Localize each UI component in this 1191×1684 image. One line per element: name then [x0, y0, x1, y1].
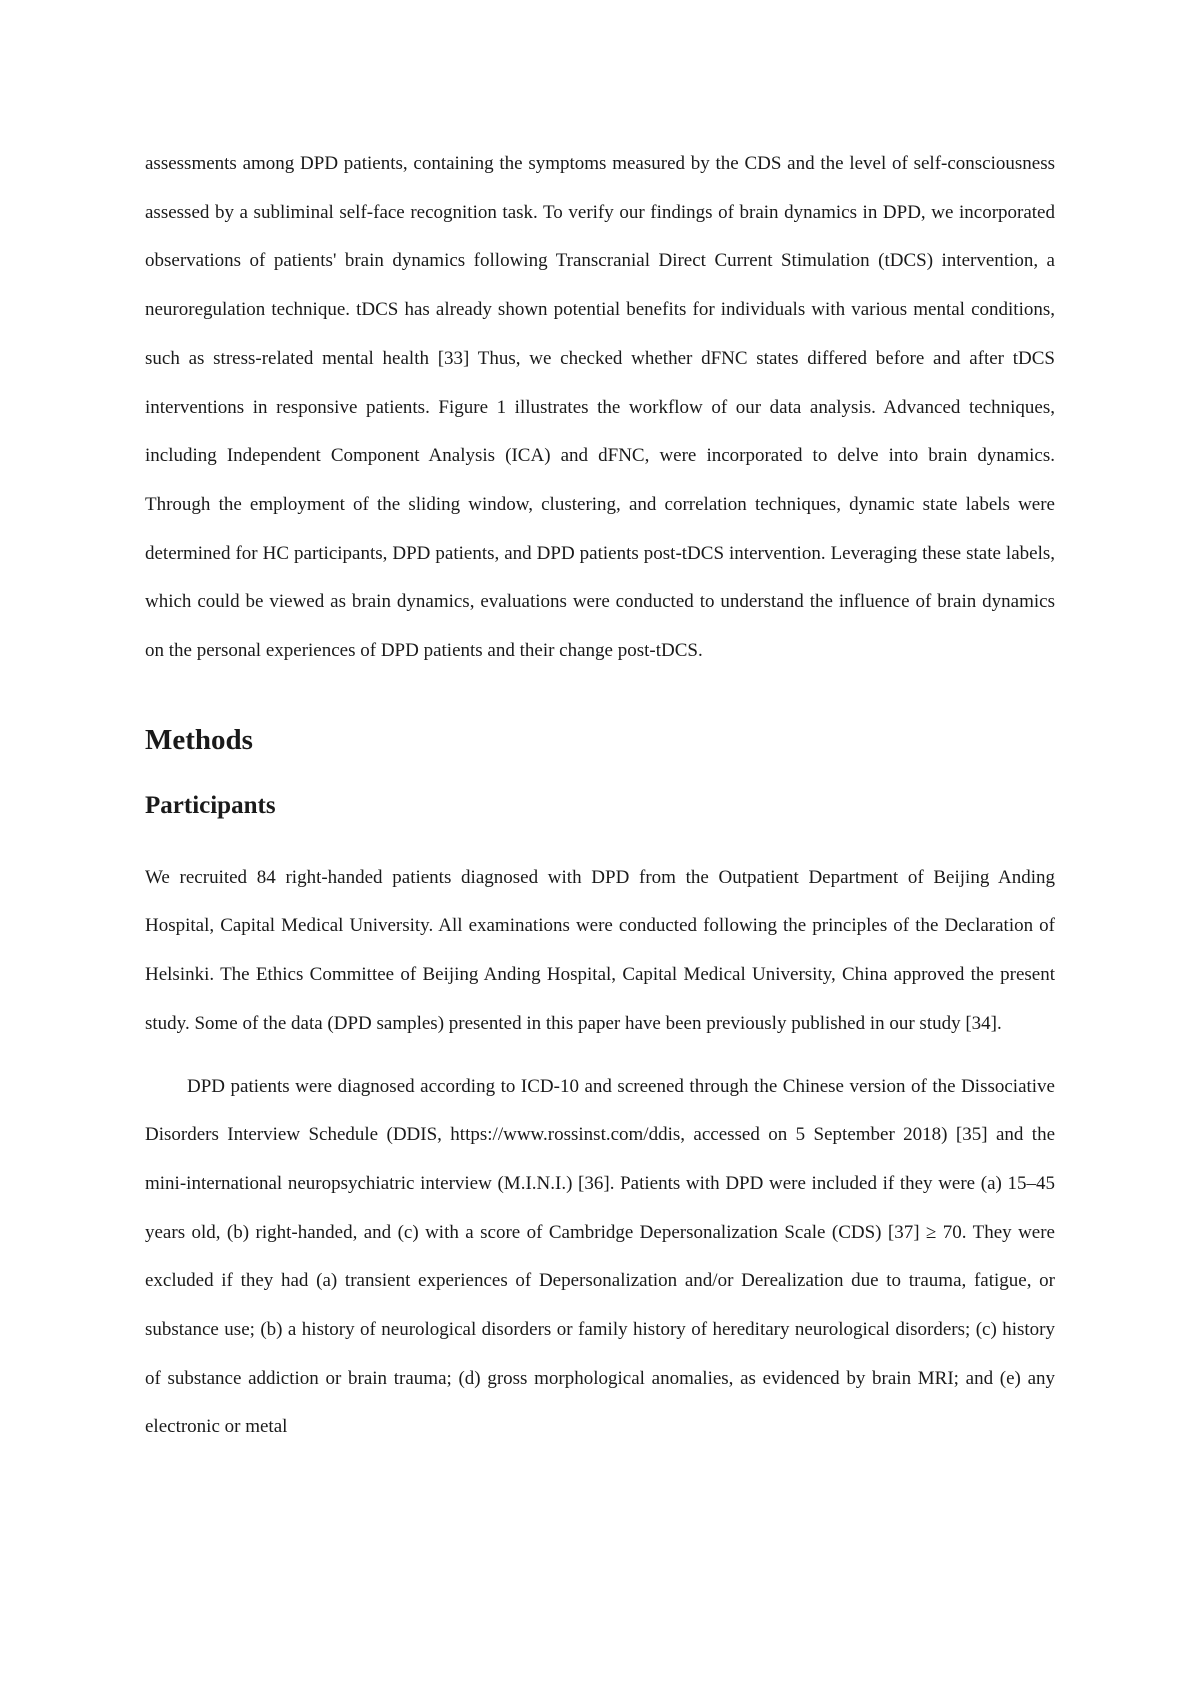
- intro-paragraph: assessments among DPD patients, containing the symptoms measured by the CDS and the level of self-consciousness assessed by a subliminal self-face recognition task. To verify our findings of brain dynamics in DPD, we incorporated observations of patients' brain dynamics following Transcranial Direct Current Stimulation (tDCS) intervention, a neuroregulation technique. tDCS has already shown potential benefits for individuals with various mental conditions, such as stress-related mental health [33] Thus, we checked whether dFNC states differed before and after tDCS interventions in responsive patients. Figure 1 illustrates the workflow of our data analysis. Advanced techniques, including Independent Component Analysis (ICA) and dFNC, were incorporated to delve into brain dynamics. Through the employment of the sliding window, clustering, and correlation techniques, dynamic state labels were determined for HC participants, DPD patients, and DPD patients post-tDCS intervention. Leveraging these state labels, which could be viewed as brain dynamics, evaluations were conducted to understand the influence of brain dynamics on the personal experiences of DPD patients and their change post-tDCS.: [145, 153, 1055, 662]
- page-body: [145, 140, 1055, 1452]
- participants-paragraph-2: DPD patients were diagnosed according to ICD-10 and screened through the Chinese version of the Dissociative Disorders Interview Schedule (DDIS, https://www.rossinst.com/ddis, accessed on 5 September 2018) [35] and the mini-international neuropsychiatric interview (M.I.N.I.) [36]. Patients with DPD were included if they were (a) 15–45 years old, (b) right-handed, and (c) with a score of Cambridge Depersonalization Scale (CDS) [37] ≥ 70. They were excluded if they had (a) transient experiences of Depersonalization and/or Derealization due to trauma, fatigue, or substance use; (b) a history of neurological disorders or family history of hereditary neurological disorders; (c) history of substance addiction or brain trauma; (d) gross morphological anomalies, as evidenced by brain MRI; and (e) any electronic or metal: [145, 1075, 1055, 1438]
- participants-heading: Participants: [145, 791, 276, 819]
- methods-heading: Methods: [145, 723, 253, 756]
- participants-paragraph-1: We recruited 84 right-handed patients diagnosed with DPD from the Outpatient Department of Beijing Anding Hospital, Capital Medical University. All examinations were conducted following the principles of the Declaration of Helsinki. The Ethics Committee of Beijing Anding Hospital, Capital Medical University, China approved the present study. Some of the data (DPD samples) presented in this paper have been previously published in our study [34].: [145, 866, 1055, 1034]
